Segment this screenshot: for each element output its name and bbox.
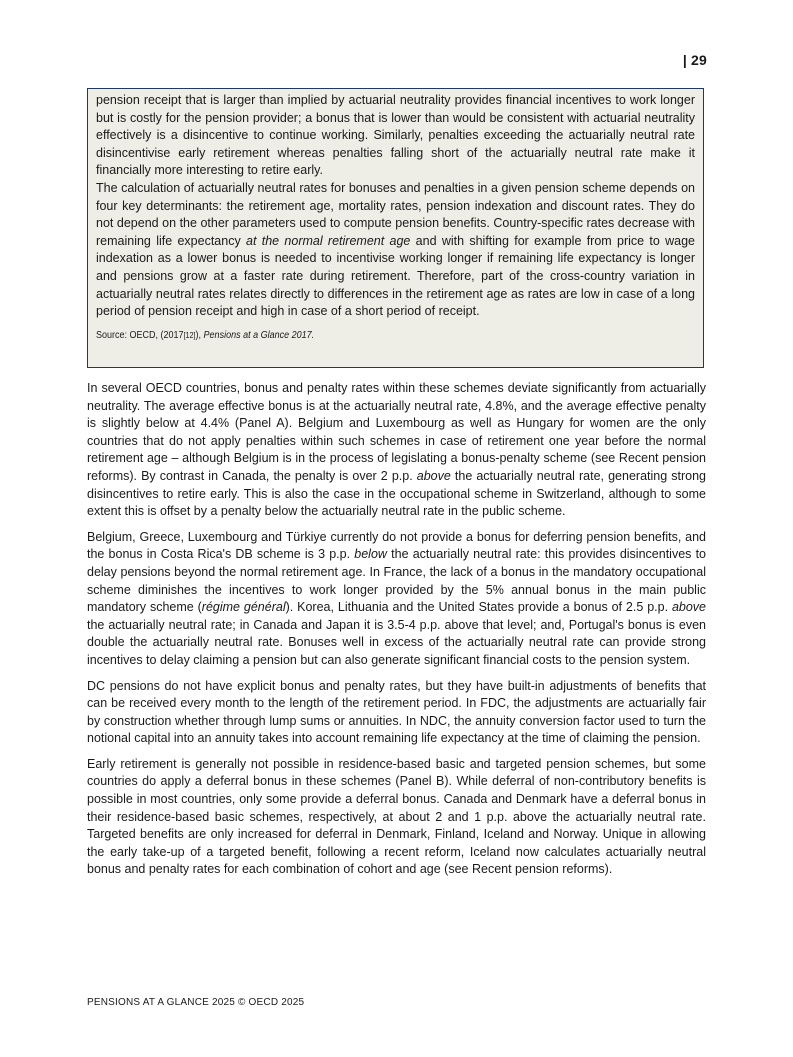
body-p2-text-d: the actuarially neutral rate; in Canada and Japan it is 3.5-4 p.p. above that level; and, Portugal's bonus is even double the actuarially neutral rate. Bonuses well in excess of the actuarially neutral rate can provide strong incentives to delay claiming a pension but can also generate significant financial costs to the pension system.	[87, 617, 706, 667]
body-p2-emphasis-1: below	[354, 547, 387, 562]
body-paragraph-2	[87, 529, 706, 670]
body-p2-emphasis-2: régime général	[201, 600, 286, 615]
box-p2-text-b: and with shifting for example from price to wage indexation as a lower bonus is needed to incentivise working longer if remaining life expectancy is longer and pensions grow at a faster rate during retirement. Therefore, part of the cross-country variation in actuarially neutral rates relates directly to differences in the retirement age as rates are low in case of a long period of pension receipt and high in case of a short period of receipt.	[96, 233, 695, 319]
box-paragraph-1: pension receipt that is larger than implied by actuarial neutrality provides financial incentives to work longer but is costly for the pension provider; a bonus that is lower than would be consistent with actuarial neutrality effectively is a disincentive to continue working. Similarly, penalties exceeding the actuarially neutral rate disincentivise early retirement whereas penalties falling short of the actuarially neutral rate make it financially more interesting to retire early.	[96, 93, 695, 178]
body-p2-text-b: the actuarially neutral rate: this provides disincentives to delay pensions beyond the normal retirement age. In France, the lack of a bonus in the mandatory occupational scheme diminishes the incentives to work longer provided by the 5% annual bonus in the main public mandatory scheme (	[87, 547, 707, 615]
source-prefix: Source: OECD, (2017	[96, 329, 184, 341]
page-number: | 29	[682, 52, 707, 68]
body-p2-emphasis-3: above	[671, 600, 707, 615]
info-box	[87, 88, 704, 368]
box-p2-text-a: The calculation of actuarially neutral rates for bonuses and penalties in a given pension scheme depends on four key determinants: the retirement age, mortality rates, pension indexation and discount rates. They do not depend on the other parameters used to compute pension benefits. Country-specific rates decrease with remaining life expectancy	[96, 180, 695, 248]
box-paragraph-2	[96, 180, 695, 321]
body-p2-text-c: ). Korea, Lithuania and the United States provide a bonus of 2.5 p.p.	[285, 600, 672, 615]
main-body	[87, 380, 706, 887]
source-mid: ),	[195, 329, 204, 341]
body-p1-text-a: In several OECD countries, bonus and penalty rates within these schemes deviate significantly from actuarially neutrality. The average effective bonus is at the actuarially neutral rate, 4.8%, and the average effective penalty is slightly below at 4.4% (Panel A). Belgium and Luxembourg as well as Hungary for women are the only countries that do not apply penalties within such schemes in case of retirement one year before the normal retirement age – although Belgium is in the process of legislating a bonus-penalty scheme (see Recent pension reforms). By contrast in Canada, the penalty is over 2 p.p.	[87, 381, 706, 483]
body-p2-text-a: Belgium, Greece, Luxembourg and Türkiye currently do not provide a bonus for deferring pension benefits, and the bonus in Costa Rica's DB scheme is 3 p.p.	[87, 529, 706, 562]
box-source	[96, 329, 635, 342]
body-paragraph-3: DC pensions do not have explicit bonus and penalty rates, but they have built-in adjustments of benefits that can be received every month to the length of the retirement period. In FDC, the adjustments are actuarially fair by construction whether through lump sums or annuities. In NDC, the annuity conversion factor used to turn the notional capital into an annuity takes into account remaining life expectancy at the time of claiming the pension.	[87, 678, 706, 746]
box-p2-emphasis: at the normal retirement age	[246, 233, 411, 248]
body-p1-emphasis: above	[416, 468, 451, 483]
page-footer: PENSIONS AT A GLANCE 2025 © OECD 2025	[87, 997, 305, 1008]
body-p1-text-b: the actuarially neutral rate, generating strong disincentives to retire early. This is also the case in the occupational scheme in Switzerland, although to some extent this is offset by a penalty below the actuarially neutral rate in the public scheme.	[87, 468, 706, 519]
body-paragraph-1	[87, 380, 706, 521]
source-title: Pensions at a Glance 2017.	[203, 329, 315, 341]
body-paragraph-4: Early retirement is generally not possible in residence-based basic and targeted pension schemes, but some countries do apply a deferral bonus in these schemes (Panel B). While deferral of non-contributory benefits is possible in most countries, only some provide a deferral bonus. Canada and Denmark have a deferral bonus in their residence-based basic schemes, respectively, at about 2 and 1 p.p. above the actuarially neutral rate. Targeted benefits are only increased for deferral in Denmark, Finland, Iceland and Norway. Unique in allowing the early take-up of a targeted benefit, following a recent reform, Iceland now calculates actuarially neutral bonus and penalty rates for each combination of cohort and age (see Recent pension reforms).	[87, 756, 706, 877]
source-ref: [12]	[183, 330, 196, 340]
